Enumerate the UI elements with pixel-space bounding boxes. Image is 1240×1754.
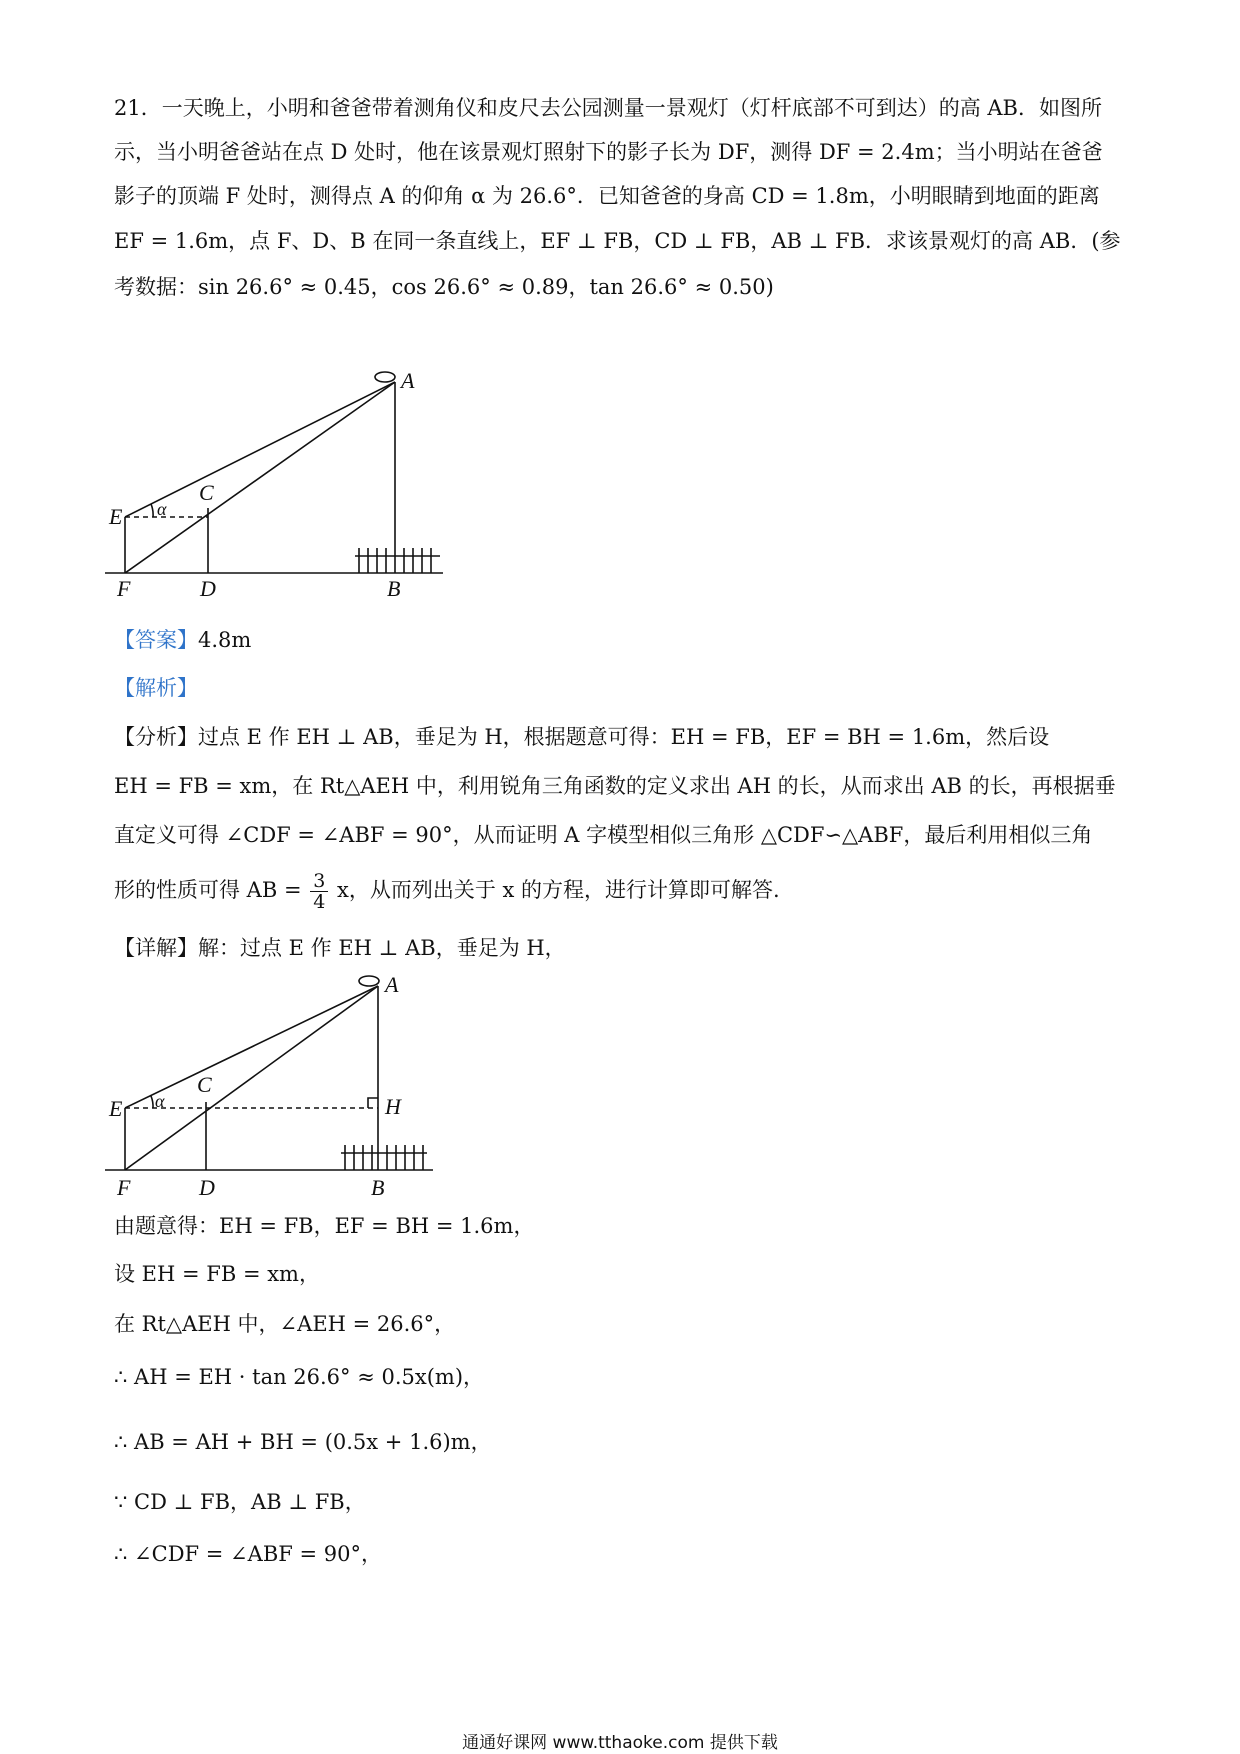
label-c: C — [199, 480, 214, 505]
sight-line-ea — [125, 382, 395, 517]
label-a: A — [401, 368, 415, 393]
label-e: E — [109, 1096, 123, 1121]
footer-watermark: 通通好课网 www.tthaoke.com 提供下载 — [462, 1733, 778, 1753]
fenxi-text-1: 过点 E 作 EH ⊥ AB，垂足为 H，根据题意可得：EH = FB，EF = BH = 1.6m，然后设 — [198, 725, 1050, 749]
problem-line-2: 示，当小明爸爸站在点 D 处时，他在该景观灯照射下的影子长为 DF，测得 DF = 2.4m；当小明站在爸爸 — [114, 140, 1103, 164]
answer-label: 【答案】 — [114, 628, 198, 652]
step-4: ∴ AH = EH · tan 26.6° ≈ 0.5x(m)， — [114, 1365, 485, 1389]
problem-line-3: 影子的顶端 F 处时，测得点 A 的仰角 α 为 26.6°．已知爸爸的身高 CD = 1.8m，小明眼睛到地面的距离 — [114, 184, 1100, 208]
problem-line-5: 考数据：sin 26.6° ≈ 0.45，cos 26.6° ≈ 0.89，tan 26.6° ≈ 0.50) — [114, 275, 774, 299]
step-5: ∴ AB = AH + BH = (0.5x + 1.6)m， — [114, 1430, 492, 1454]
sight-line-ea — [125, 986, 378, 1108]
step-1: 由题意得：EH = FB，EF = BH = 1.6m， — [114, 1214, 535, 1238]
step-7: ∴ ∠CDF = ∠ABF = 90°， — [114, 1542, 382, 1566]
xiangjie-label: 【详解】 — [114, 936, 198, 960]
fraction-denominator: 4 — [313, 891, 326, 913]
step-2: 设 EH = FB = xm， — [114, 1262, 320, 1286]
label-h: H — [385, 1094, 401, 1119]
fraction-three-quarters — [310, 871, 328, 912]
label-f: F — [117, 576, 131, 600]
lamp-head — [359, 976, 379, 986]
fenxi-line-2: EH = FB = xm，在 Rt△AEH 中，利用锐角三角函数的定义求出 AH 的长，从而求出 AB 的长，再根据垂 — [114, 774, 1116, 798]
label-f: F — [117, 1175, 131, 1200]
fenxi-line-4 — [114, 866, 1134, 914]
xiangjie-text: 解：过点 E 作 EH ⊥ AB，垂足为 H， — [198, 936, 566, 960]
label-alpha: α — [157, 499, 167, 519]
problem-line-4: EF = 1.6m，点 F、D、B 在同一条直线上，EF ⊥ FB，CD ⊥ FB，AB ⊥ FB．求该景观灯的高 AB．(参 — [114, 229, 1121, 253]
xiangjie-line — [114, 933, 1134, 963]
right-angle-mark-h — [368, 1098, 378, 1108]
step-6: ∵ CD ⊥ FB，AB ⊥ FB， — [114, 1490, 366, 1514]
railing — [341, 1145, 427, 1170]
angle-alpha-arc — [151, 504, 153, 517]
figure-1 — [105, 360, 465, 600]
fraction-numerator: 3 — [310, 871, 328, 892]
answer-line — [114, 625, 1134, 655]
label-a: A — [385, 972, 399, 997]
railing — [355, 548, 440, 573]
label-e: E — [109, 504, 123, 529]
figure-2 — [105, 966, 465, 1206]
light-ray-fa — [125, 382, 395, 573]
step-3: 在 Rt△AEH 中，∠AEH = 26.6°， — [114, 1312, 456, 1336]
label-d: D — [199, 1175, 215, 1200]
label-alpha: α — [155, 1091, 165, 1111]
fenxi-label: 【分析】 — [114, 725, 198, 749]
analysis-label: 【解析】 — [114, 676, 198, 700]
analysis-label-line — [114, 673, 1134, 703]
problem-line-1: 21．一天晚上，小明和爸爸带着测角仪和皮尺去公园测量一景观灯（灯杆底部不可到达）的高 AB．如图所 — [114, 96, 1102, 120]
answer-value: 4.8m — [198, 628, 252, 652]
lamp-head — [375, 372, 395, 382]
label-b: B — [371, 1175, 385, 1200]
fenxi-line-3: 直定义可得 ∠CDF = ∠ABF = 90°，从而证明 A 字模型相似三角形 △CDF∽△ABF，最后利用相似三角 — [114, 823, 1093, 847]
light-ray-fa — [125, 986, 378, 1170]
label-b: B — [387, 576, 401, 600]
fenxi-line-4-post: x，从而列出关于 x 的方程，进行计算即可解答. — [337, 878, 780, 902]
fenxi-line-4-pre: 形的性质可得 AB = — [114, 878, 302, 902]
angle-alpha-arc — [151, 1096, 153, 1108]
label-c: C — [197, 1072, 212, 1097]
label-d: D — [200, 576, 216, 600]
fenxi-line-1 — [114, 722, 1134, 752]
